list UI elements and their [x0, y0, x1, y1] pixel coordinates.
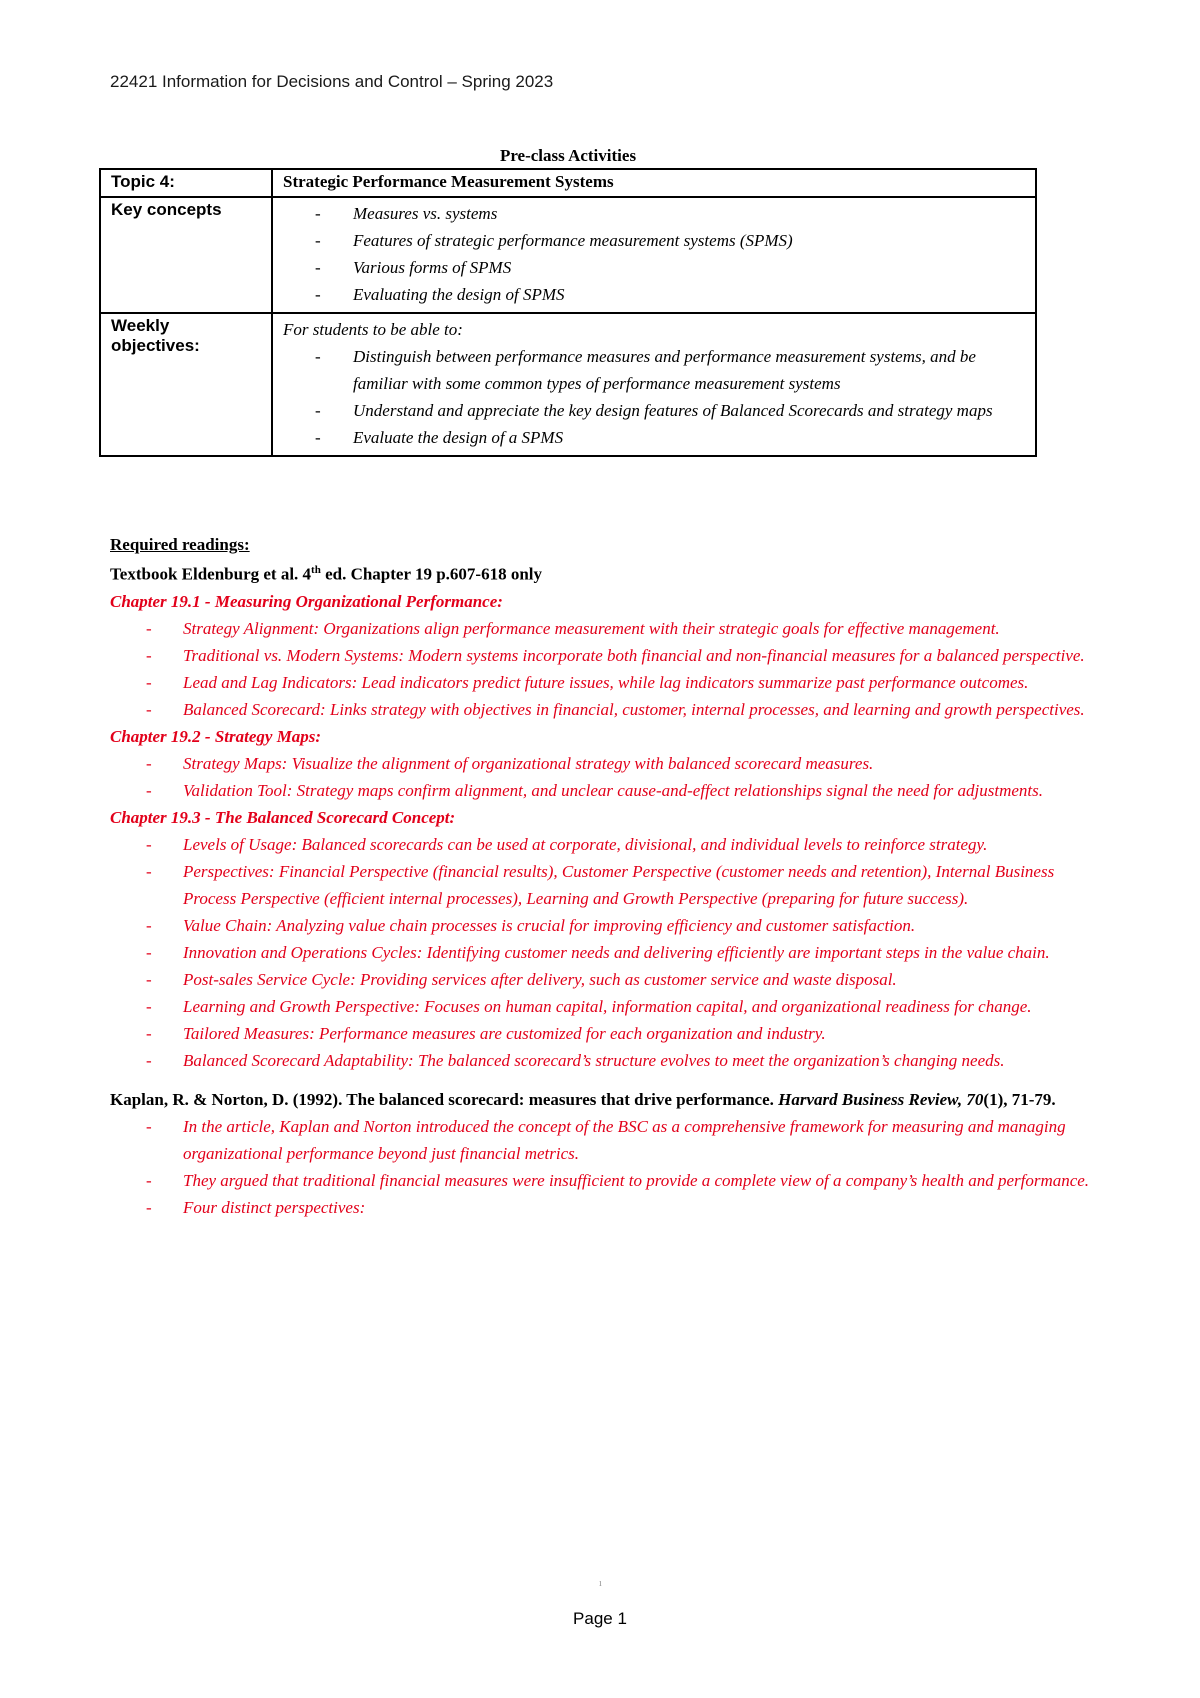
- list-item: - Various forms of SPMS: [283, 254, 1025, 281]
- table-row: [100, 313, 1036, 456]
- citation-issue: (1), 71-79.: [983, 1089, 1056, 1109]
- list-item: - Distinguish between performance measures and performance measurement systems, and be familiar with some common types of performance measurement systems: [283, 343, 1025, 397]
- topic-label: Topic 4:: [100, 169, 272, 197]
- chapter-heading: Chapter 19.1 - Measuring Organizational Performance:: [110, 591, 503, 611]
- list-item: - Value Chain: Analyzing value chain processes is crucial for improving efficiency and customer satisfaction.: [110, 912, 1110, 939]
- objectives-intro: For students to be able to:: [283, 320, 463, 339]
- table-row: [100, 197, 1036, 313]
- list-item: - Strategy Alignment: Organizations align performance measurement with their strategic goals for effective management.: [110, 615, 1110, 642]
- list-item: - Perspectives: Financial Perspective (financial results), Customer Perspective (customer needs and retention), Internal Business Process Perspective (efficient internal processes), Learning and Growth Perspective (preparing for future success).: [110, 858, 1110, 912]
- list-item: - Levels of Usage: Balanced scorecards can be used at corporate, divisional, and individual levels to reinforce strategy.: [110, 831, 1110, 858]
- list-item: - Traditional vs. Modern Systems: Modern systems incorporate both financial and non-financial measures for a balanced perspective.: [110, 642, 1110, 669]
- page-mark: ı: [599, 1578, 602, 1589]
- list-item: - Post-sales Service Cycle: Providing services after delivery, such as customer service and waste disposal.: [110, 966, 1110, 993]
- chapter-heading: Chapter 19.2 - Strategy Maps:: [110, 726, 322, 746]
- article-citation: [110, 1086, 1110, 1113]
- list-item: - Evaluating the design of SPMS: [283, 281, 1025, 308]
- chapter-list: [110, 615, 1110, 723]
- document-header: 22421 Information for Decisions and Control – Spring 2023: [110, 72, 554, 91]
- citation-journal: Harvard Business Review, 70: [778, 1089, 984, 1109]
- chapter-list: [110, 750, 1110, 804]
- textbook-text: Textbook Eldenburg et al. 4: [110, 564, 312, 584]
- list-item: - Understand and appreciate the key design features of Balanced Scorecards and strategy maps: [283, 397, 1025, 424]
- textbook-text-end: ed. Chapter 19 p.607-618 only: [320, 564, 543, 584]
- objectives-cell: [272, 313, 1036, 456]
- readings-heading: Required readings:: [110, 535, 250, 554]
- list-item: - Balanced Scorecard Adaptability: The balanced scorecard’s structure evolves to meet the organization’s changing needs.: [110, 1047, 1110, 1074]
- chapter-list: [110, 831, 1110, 1074]
- table-row: [100, 169, 1036, 197]
- objectives-list: [283, 343, 1025, 451]
- list-item: - Tailored Measures: Performance measures are customized for each organization and industry.: [110, 1020, 1110, 1047]
- list-item: - They argued that traditional financial measures were insufficient to provide a complete view of a company’s health and performance.: [110, 1167, 1110, 1194]
- readings-section: [110, 532, 1110, 1221]
- key-concepts-label: Key concepts: [100, 197, 272, 313]
- textbook-reference: [110, 557, 1110, 588]
- list-item: - Innovation and Operations Cycles: Identifying customer needs and delivering efficiently are important steps in the value chain.: [110, 939, 1110, 966]
- textbook-superscript: th: [311, 564, 321, 576]
- list-item: - Balanced Scorecard: Links strategy with objectives in financial, customer, internal processes, and learning and growth perspectives.: [110, 696, 1110, 723]
- list-item: - Four distinct perspectives:: [110, 1194, 1110, 1221]
- list-item: - Validation Tool: Strategy maps confirm alignment, and unclear cause-and-effect relationships signal the need for adjustments.: [110, 777, 1110, 804]
- list-item: - Lead and Lag Indicators: Lead indicators predict future issues, while lag indicators summarize past performance outcomes.: [110, 669, 1110, 696]
- objectives-label: Weekly objectives:: [100, 313, 272, 456]
- page-title: Pre-class Activities: [499, 146, 637, 165]
- list-item: - Features of strategic performance measurement systems (SPMS): [283, 227, 1025, 254]
- list-item: - Measures vs. systems: [283, 200, 1025, 227]
- chapter-heading: Chapter 19.3 - The Balanced Scorecard Concept:: [110, 807, 456, 827]
- key-concepts-list: [283, 200, 1025, 308]
- key-concepts-cell: [272, 197, 1036, 313]
- citation-text: Kaplan, R. & Norton, D. (1992). The balanced scorecard: measures that drive performance.: [110, 1089, 779, 1109]
- article-list: [110, 1113, 1110, 1221]
- pre-class-table: [99, 168, 1037, 457]
- topic-value: Strategic Performance Measurement Systems: [272, 169, 1036, 197]
- list-item: - Evaluate the design of a SPMS: [283, 424, 1025, 451]
- list-item: - Strategy Maps: Visualize the alignment of organizational strategy with balanced scorecard measures.: [110, 750, 1110, 777]
- list-item: - In the article, Kaplan and Norton introduced the concept of the BSC as a comprehensive framework for measuring and managing organizational performance beyond just financial metrics.: [110, 1113, 1110, 1167]
- page-number: Page 1: [573, 1609, 627, 1628]
- list-item: - Learning and Growth Perspective: Focuses on human capital, information capital, and organizational readiness for change.: [110, 993, 1110, 1020]
